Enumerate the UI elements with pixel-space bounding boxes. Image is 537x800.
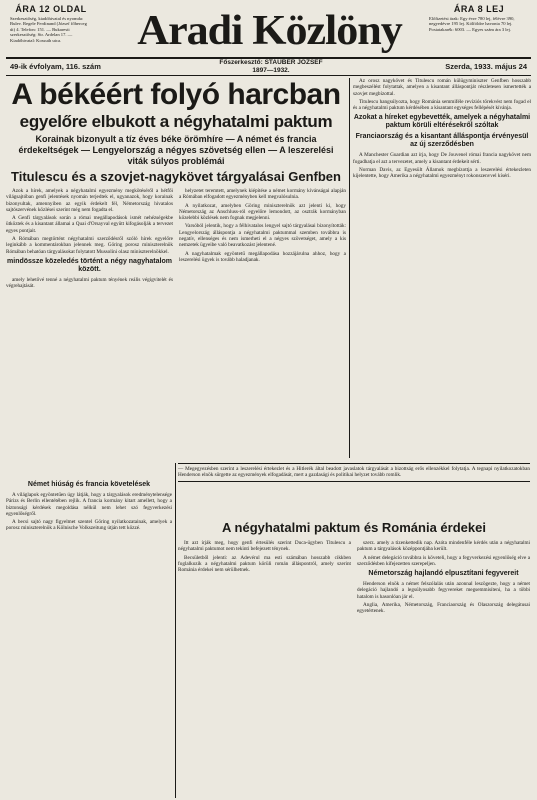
paragraph: A német delegáció továbbra is követeli, hogy a fegyverkezési egyenlőség elve a szerződésben kifejezetten szerepeljen. — [357, 554, 530, 567]
column-subhead: Azokat a híreket egybevették, amelyek a négyhatalmi paktum körüli eltérésekről szóltak — [353, 114, 531, 130]
paragraph: Varsóból jelentik, hogy a félhivatalos lengyel sajtó tárgyalásai bizonyították: Lengyelország álláspontja a négyhatalmi paktummal szemben továbbra is negatív, ellenséges és nem ismerheti el a négyes szövetséget, amely a kis nemzetek ügyeibe való beavatkozást jelentené. — [179, 223, 346, 249]
column-subhead: Németország hajlandó elpusztítani fegyvereit — [368, 570, 519, 578]
editor-label: Főszerkesztő: — [219, 59, 263, 66]
paragraph: Becsületből jelenti: az Adevérul ma esti számában hosszabb cikkben foglalkozik a négyhatalmi paktum körüli román álláspontról, amely szerint Románia érdekei nem sérülhetnek. — [178, 554, 351, 574]
lead-column-1 — [6, 188, 173, 438]
issue-date: Szerda, 1933. május 24 — [445, 62, 527, 71]
issue-bar — [6, 57, 531, 76]
lead-columns — [6, 188, 346, 438]
lead-deck: Korainak bizonyult a tíz éves béke örömhíre — A német és francia érdekeltségek — Lengyelország a négyes szövetség ellen — A leszerelési viták súlyos problémái — [18, 134, 334, 166]
lead-article — [6, 78, 346, 438]
inline-subhead: mindössze közeledés történt a négy nagyhatalom között. — [7, 257, 172, 273]
column-subhead: Német hiúság és francia követelések — [27, 481, 151, 488]
column-rule — [349, 78, 350, 458]
publisher-info: Szerkesztőség, kiadóhivatal és nyomda: Bulev. Regele Ferdinand (József főherceg út) 4. Telefon: 151. — Bukaresti szerkesztőség: Str. Ardelan 17. — Kiadóhivatal: Kossuth utca. — [10, 16, 87, 43]
volume-number: 49-ik évfolyam, 116. szám — [10, 62, 101, 71]
paragraph: A nyilatkozat, amelyben Göring miniszterelnök azt jelenti ki, hogy Németország az Anschluss-ról egyelőre lemondott, az osztrák kormányban közelebbi közlések nem fognak megjelenni. — [179, 202, 346, 222]
left-lower-column — [6, 478, 172, 796]
masthead-right-box — [429, 4, 529, 32]
paragraph: amely lehetővé tenné a négyhatalmi paktum tényének reális végigvitelét és végrehajtását. — [6, 276, 173, 290]
section-2-columns — [178, 540, 530, 796]
editor-block — [181, 59, 361, 75]
price-left: ÁRA 12 OLDAL — [15, 4, 87, 14]
paragraph: A Manchester Guardian azt írja, hogy De Jouvenel római francia nagykövet nem fogadhatja el azt a tervezetet, amely a kisantant érdekeit sérti. — [353, 152, 531, 165]
lead-subheadline: egyelőre elbukott a négyhatalmi paktum — [19, 112, 333, 131]
paragraph: Anglia, Amerika, Németország, Franciaország és Olaszország delegátusai egyetértenek. — [357, 602, 530, 615]
section-2-column-1 — [178, 540, 351, 796]
paragraph: A világlapok egyöntetűen úgy látják, hogy a tárgyalások eredménytelensége Párizs és Berlin ellentétében rejlik. A francia kormány kitart amellett, hogy a biztonsági kérdések megoldása nélkül nem lehet szó fegyverkezési egyenlőségről. — [6, 492, 172, 517]
editor-name: STAUBER JÓZSEF — [264, 59, 323, 66]
column-subhead: Franciaország és a kisantant álláspontja érvényesül az új szerződésben — [355, 133, 529, 149]
masthead — [0, 4, 537, 56]
section-heading: Titulescu és a szovjet-nagykövet tárgyalásai Genfben — [11, 169, 341, 184]
paragraph: Itt azt írják meg, hogy genfi értesülés szerint Duca-ügyben Titulescu a négyhatalmi paktumot nem tekinti befejezett ténynek. — [178, 540, 351, 553]
lead-column-2 — [179, 188, 346, 438]
paragraph: A Genfi tárgyalások során a római megállapodások ismét nehézségekbe ütköztek és a kisantant államai a Quai d'Orsayval együtt kifogásolják a tervezet egyes pontjait. — [6, 215, 173, 234]
paragraph: Henderson elnök a német felszólalás után azonnal leszögezte, hogy a német delegáció hajlandó a legsúlyosabb fegyvereket megsemmisíteni, ha a többi hatalom is hasonlóan jár el. — [357, 581, 530, 600]
newspaper-title: Aradi Közlöny — [137, 8, 402, 54]
right-column — [353, 78, 531, 182]
paragraph: A Rómában megtörtént négyhatalmi szerződésről szóló hírek egyelőre leginkább a kommentárokban jelennek meg. Göring porosz miniszterelnök Rómában behatóan tárgyalásokat folytatott Mussolini olasz miniszterelnökkel. — [6, 236, 173, 255]
column-rule — [175, 463, 176, 798]
paragraph: szerz. amely a tizenkettedik nap. Azóta mindenféle kérdés után a négyhatalmi paktum a tárgyalások középpontjába került. — [357, 540, 530, 553]
masthead-left-box — [10, 4, 92, 43]
editor-years: 1897—1932. — [252, 67, 290, 74]
subscription-info: Előfizetési árak: Egy évre 780 lej, félévre 390, negyedévre 195 lej. Kölföldre havonta 70 lej. Postatakarék: 6003. — Egyes szám ára 3 lej. — [429, 16, 515, 32]
paragraph: helyzetet teremtett, amelynek kiépítése a német kormány kívánságai alapján a Rómában elfogadott egyezményben kell megvalósulnia. — [179, 188, 346, 201]
paragraph: Azok a hírek, amelyek a négyhatalmi egyezmény megkötéséről a hétfői világsajtóban genfi jelentések nyomán terjedtek el, ugyanazok, hogy korainak bizonyultak, amennyiben az egyik érdekelt fél, Németország hivatalos sajtószervének közlései szerint még nem fogadta el. — [6, 188, 173, 213]
paragraph: Norman Davis, az Egyesült Államok megbízottja a leszerelési értekezleten kijelentette, hogy Amerika a négyhatalmi egyezményt rokonszenvvel kíséri. — [353, 167, 531, 180]
price-right: ÁRA 8 LEJ — [453, 4, 505, 14]
paragraph: Titulescu hangsúlyozta, hogy Románia semmiféle revíziós törekvést nem fogad el és a négyhatalmi paktum kérdésében a kisantant egységes fellépését kívánja. — [353, 98, 531, 112]
paragraph: Az orosz nagykövet és Titulescu román külügyminiszter Genfben hosszabb megbeszélést folytattak, amelyen a kisantant álláspontját részletesen ismertették a szovjet megbízottal. — [353, 78, 531, 97]
lead-headline: A békéért folyó harcban — [11, 78, 341, 111]
paragraph: A nagyhatalmak egyöntetű megállapodása hozzájárulna ahhoz, hogy a leszerelési ügyek is tovább haladjanak. — [179, 250, 346, 263]
section-2-heading: A négyhatalmi paktum és Románia érdekei — [222, 520, 486, 535]
boxed-note: — Megegyezésben szerint a leszerelési értekezlet és a Hitlerék által beadott javaslatok tárgyalását a bizottság erős ellenzékkel folytatja. A tegnapi nyilatkozatokban Henderson elnök sürgette az egyezmények elfogadását, mert a gazdasági és politikai helyzet tovább romlik. — [178, 463, 530, 482]
section-2-column-2 — [357, 540, 530, 796]
paragraph: A becsi sajtó nagy figyelmet szentel Göring nyilatkozatainak, amelyek a porosz miniszterelnök a Kölnische Volkszeitung útján tett közzé. — [6, 519, 172, 532]
